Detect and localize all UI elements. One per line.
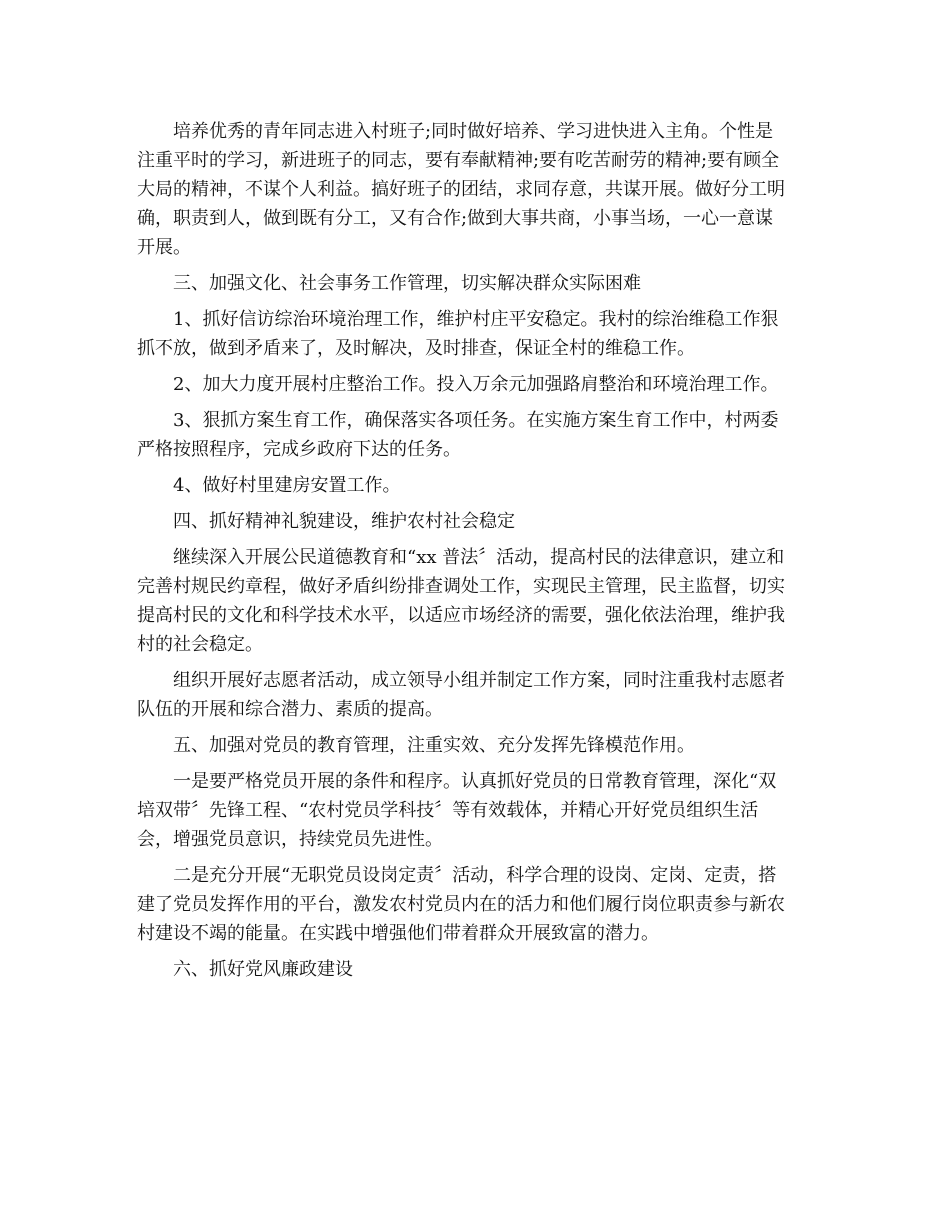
paragraph (137, 731, 817, 760)
text-line: 继续深入开展公民道德教育和“xx 普法〞活动，提高村民的法律意识，建立和 (173, 547, 785, 568)
text-line: 队伍的开展和综合潜力、素质的提高。 (137, 699, 443, 720)
text-line: 4、做好村里建房安置工作。 (173, 475, 401, 496)
text-line: 五、加强对党员的教育管理，注重实效、充分发挥先锋模范作用。 (173, 735, 695, 756)
text-line: 完善村规民约章程，做好矛盾纠纷排查调处工作，实现民主管理，民主监督，切实 (137, 576, 785, 597)
text-line: 注重平时的学习，新进班子的同志，要有奉献精神;要有吃苦耐劳的精神;要有顾全 (137, 150, 780, 171)
text-line: 3、狠抓方案生育工作，确保落实各项任务。在实施方案生育工作中，村两委 (173, 410, 779, 431)
text-line: 大局的精神，不谋个人利益。搞好班子的团结，求同存意，共谋开展。做好分工明 (137, 179, 785, 200)
text-line: 一是要严格党员开展的条件和程序。认真抓好党员的日常教育管理，深化“双 (173, 771, 777, 792)
text-line: 确，职责到人，做到既有分工，又有合作;做到大事共商，小事当场，一心一意谋 (137, 208, 774, 229)
text-line: 六、抓好党风廉政建设 (173, 959, 353, 980)
text-line: 严格按照程序，完成乡政府下达的任务。 (137, 439, 461, 460)
text-line: 2、加大力度开展村庄整治工作。投入万余元加强路肩整治和环境治理工作。 (173, 374, 779, 395)
text-line: 培双带〞先锋工程、“农村党员学科技〞等有效载体，并精心开好党员组织生活 (137, 800, 759, 821)
text-line: 提高村民的文化和科学技术水平，以适应市场经济的需要，强化依法治理，维护我 (137, 605, 785, 626)
paragraph (137, 471, 817, 500)
text-line: 建了党员发挥作用的平台，激发农村党员内在的活力和他们履行岗位职责参与新农 (137, 894, 785, 915)
paragraph (137, 955, 817, 984)
text-line: 会，增强党员意识，持续党员先进性。 (137, 829, 443, 850)
text-line: 三、加强文化、社会事务工作管理，切实解决群众实际困难 (173, 273, 641, 294)
text-line: 开展。 (137, 237, 191, 258)
text-line: 村建设不竭的能量。在实践中增强他们带着群众开展致富的潜力。 (137, 923, 659, 944)
text-line: 1、抓好信访综治环境治理工作，维护村庄平安稳定。我村的综治维稳工作狠 (173, 309, 779, 330)
paragraph (137, 370, 817, 399)
paragraph (137, 543, 817, 659)
text-line: 组织开展好志愿者活动，成立领导小组并制定工作方案，同时注重我村志愿者 (173, 670, 785, 691)
paragraph (137, 117, 817, 262)
text-line: 四、抓好精神礼貌建设，维护农村社会稳定 (173, 511, 515, 532)
paragraph (137, 406, 817, 464)
paragraph (137, 305, 817, 363)
paragraph (137, 269, 817, 298)
text-line: 抓不放，做到矛盾来了，及时解决，及时排查，保证全村的维稳工作。 (137, 338, 695, 359)
text-line: 二是充分开展“无职党员设岗定责〞活动，科学合理的设岗、定岗、定责，搭 (173, 865, 777, 886)
paragraph (137, 767, 817, 854)
paragraph (137, 666, 817, 724)
text-line: 培养优秀的青年同志进入村班子;同时做好培养、学习进快进入主角。个性是 (173, 121, 774, 142)
paragraph (137, 861, 817, 948)
document-body (137, 117, 817, 991)
paragraph (137, 507, 817, 536)
text-line: 村的社会稳定。 (137, 634, 263, 655)
